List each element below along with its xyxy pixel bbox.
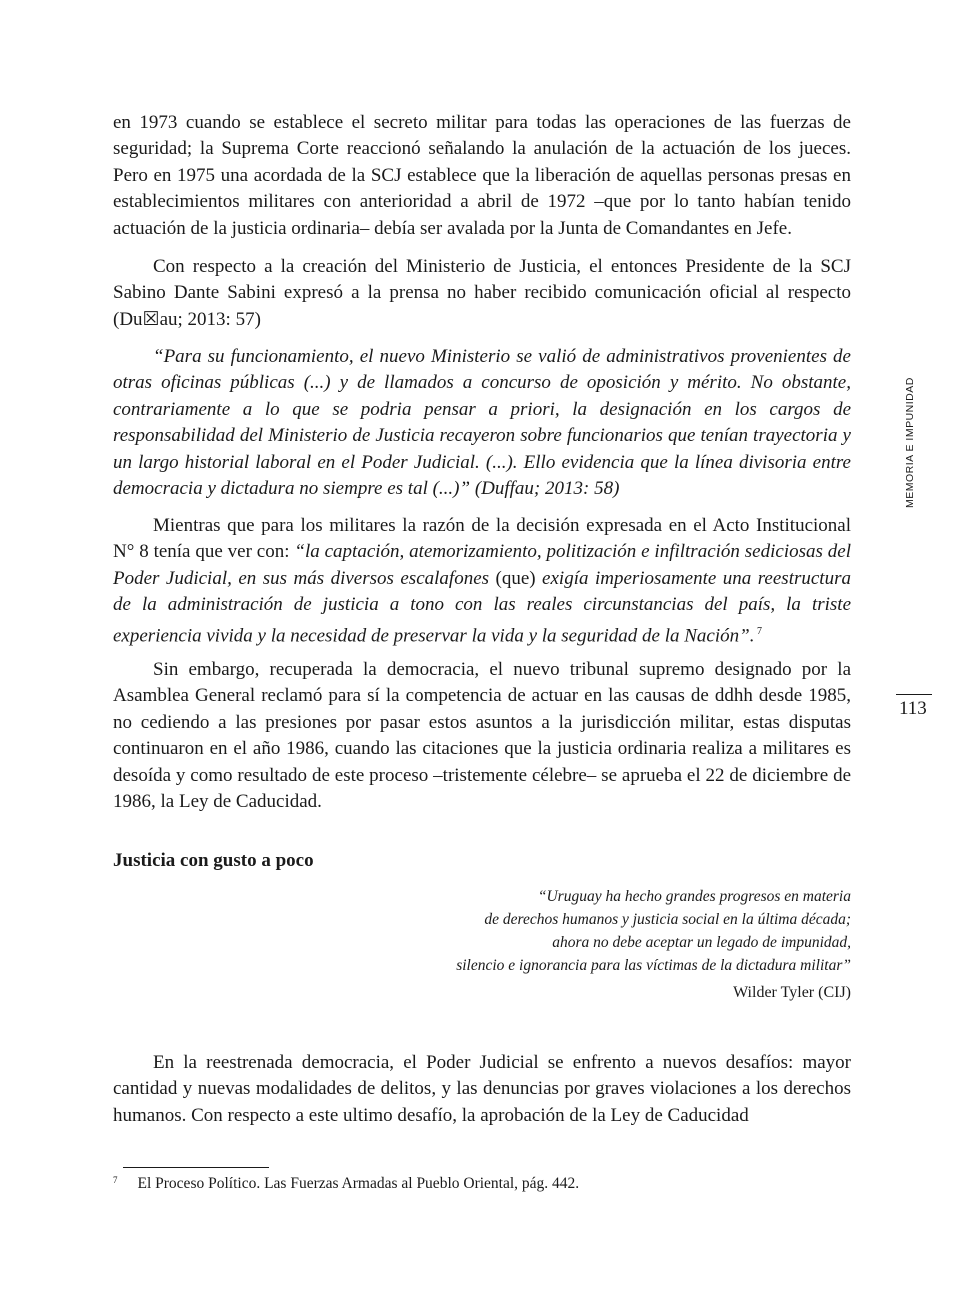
page-number-rule bbox=[896, 694, 932, 695]
paragraph-text: Con respecto a la creación del Ministerio de Justicia, el entonces Presidente de la SCJ Sabino Dante Sabini expresó a la prensa no haber recibido comunicación oficial al respecto (Du☒au; 2013: 57) bbox=[113, 256, 851, 330]
footnote-number: 7 bbox=[113, 1175, 118, 1185]
paragraph-text-part: Mientras que para los militares la razón de la decisión expresada en el Acto Institucional N° 8 tenía que ver con: bbox=[113, 515, 851, 563]
epigraph-line: silencio e ignorancia para las víctimas de la dictadura militar” bbox=[456, 957, 851, 974]
quote-text: “Para su funcionamiento, el nuevo Ministerio se valió de administrativos provenientes de otras oficinas públicas (...) y de llamados a concurso de oposición y mérito. No obstante, contrariamente a lo que se podria pensar a priori, la designación en los cargos de responsabilidad del Ministerio de Justicia recayeron sobre funcionarios que tenían trayectoria y un largo historial laboral en el Poder Judicial. (...). Ello evidencia que la línea divisoria entre democracia y dictadura no siempre es tal (...)” (Duffau; 2013: 58) bbox=[113, 346, 851, 500]
paragraph-text bbox=[113, 513, 851, 649]
epigraph bbox=[456, 885, 851, 977]
epigraph-line: ahora no debe aceptar un legado de impunidad, bbox=[552, 934, 851, 951]
running-header: MEMORIA E IMPUNIDAD bbox=[904, 377, 916, 508]
body-paragraph-1 bbox=[113, 110, 851, 242]
body-paragraph-2 bbox=[113, 254, 851, 333]
block-quote bbox=[113, 344, 851, 502]
epigraph-line: de derechos humanos y justicia social en la última década; bbox=[484, 911, 851, 928]
epigraph-author: Wilder Tyler (CIJ) bbox=[733, 984, 851, 1001]
paragraph-text: en 1973 cuando se establece el secreto militar para todas las operaciones de las fuerzas de seguridad; la Suprema Corte reaccionó señalando la anulación de la actuación de los jueces. Pero en 1975 una acordada de la SCJ establece que la liberación de aquellas personas presas en establecimientos militares con anterioridad a abril de 1972 –que por lo tanto habían tenido actuación de la justicia ordinaria– debía ser avalada por la Junta de Comandantes en Jefe. bbox=[113, 112, 851, 239]
paragraph-text: Sin embargo, recuperada la democracia, el nuevo tribunal supremo designado por la Asamblea General reclamó para sí la competencia de actuar en las causas de ddhh desde 1985, no cediendo a las presiones por pasar estos asuntos a la jurisdicción militar, estas disputas continuaron en el año 1986, cuando las citaciones que la justicia ordinaria realiza a militares es desoída y como resultado de este proceso –tristemente célebre– se aprueba el 22 de diciembre de 1986, la Ley de Caducidad. bbox=[113, 659, 851, 813]
footnote bbox=[113, 1175, 579, 1193]
page-number: 113 bbox=[899, 698, 927, 719]
inline-quote: exigía imperiosamente una reestructura de la administración de justicia a tono con las reales circunstancias del país, la triste experiencia vivida y la necesidad de preservar la vida y la seguridad de la Nación”. bbox=[113, 567, 851, 646]
body-paragraph-5 bbox=[113, 1050, 851, 1129]
inline-quote: “la captación, atemorizamiento, politización e infiltración sediciosas del Poder Judicial, en sus más diversos escalafones bbox=[113, 541, 851, 589]
footnote-separator bbox=[123, 1167, 269, 1168]
paragraph-text-part: (que) bbox=[489, 567, 543, 589]
section-heading: Justicia con gusto a poco bbox=[113, 850, 314, 871]
body-paragraph-4 bbox=[113, 657, 851, 815]
footnote-text: El Proceso Político. Las Fuerzas Armadas al Pueblo Oriental, pág. 442. bbox=[137, 1175, 580, 1192]
footnote-reference: 7 bbox=[754, 625, 762, 637]
paragraph-text: En la reestrenada democracia, el Poder Judicial se enfrento a nuevos desafíos: mayor cantidad y nuevas modalidades de delitos, y las denuncias por graves violaciones a los derechos humanos. Con respecto a este ultimo desafío, la aprobación de la Ley de Caducidad bbox=[113, 1052, 851, 1126]
body-paragraph-3 bbox=[113, 513, 851, 649]
epigraph-line: “Uruguay ha hecho grandes progresos en materia bbox=[537, 888, 851, 905]
